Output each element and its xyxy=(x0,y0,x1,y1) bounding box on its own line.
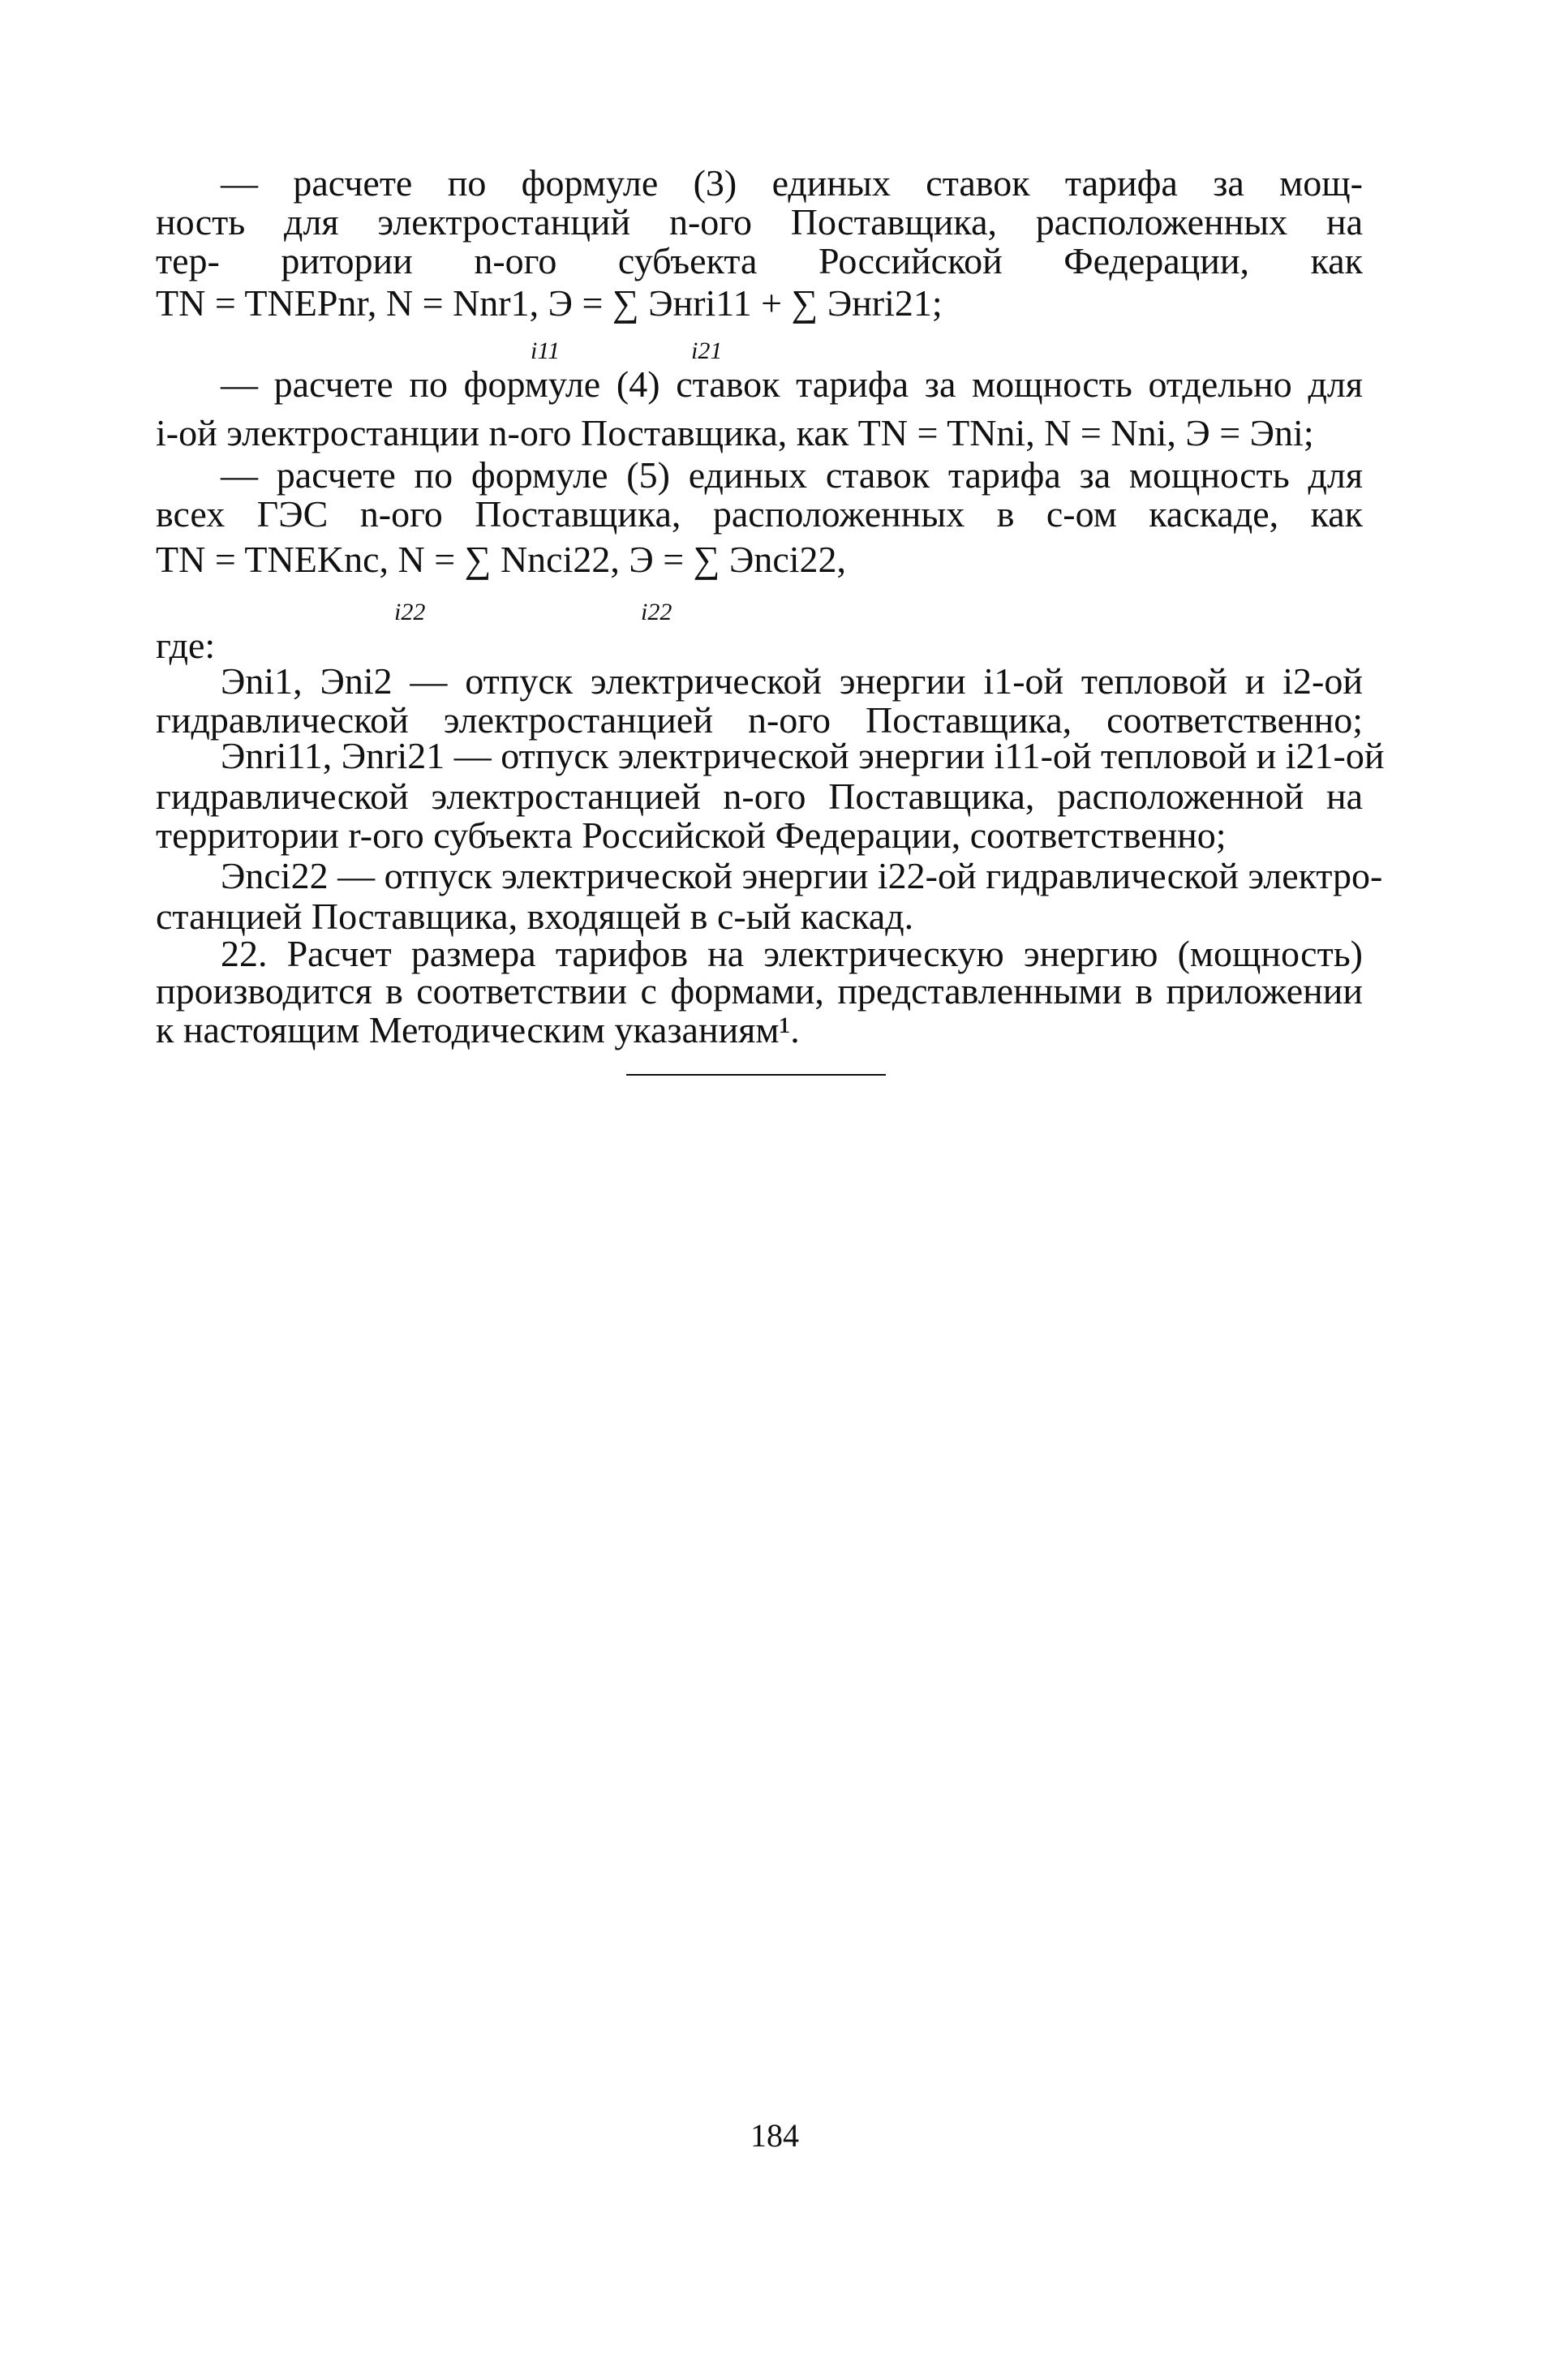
where-label: где: xyxy=(156,625,216,666)
sum-limit: i22 xyxy=(394,599,426,625)
definition-line: гидравлической электростанцией n-ого Поставщика, соответственно; xyxy=(156,699,1363,741)
sum-limit: i21 xyxy=(691,337,723,364)
paragraph-line: — расчете по формуле (3) единых ставок тарифа за мощ- xyxy=(221,162,1363,204)
paragraph-line: — расчете по формуле (5) единых ставок тарифа за мощность для xyxy=(221,454,1363,496)
definition-line: станцией Поставщика, входящей в с-ый каскад. xyxy=(156,896,914,937)
paragraph-line: i-ой электростанции n-ого Поставщика, как TN = TNni, N = Nni, Э = Эni; xyxy=(156,412,1314,453)
definition-line: Эnri11, Эnri21 — отпуск электрической энергии i11-ой тепловой и i21-ой xyxy=(221,735,1385,776)
paragraph-line: 22. Расчет размера тарифов на электрическую энергию (мощность) xyxy=(221,933,1363,974)
formula-3: TN = TNEPnr, N = Nnr1, Э = ∑ Энri11 + ∑ Энri21; xyxy=(156,282,943,324)
paragraph-line: всех ГЭС n-ого Поставщика, расположенных в с-ом каскаде, как xyxy=(156,493,1363,535)
paragraph-line: тер- ритории n-ого субъекта Российской Федерации, как xyxy=(156,240,1363,281)
definition-line: Эnci22 — отпуск электрической энергии i22-ой гидравлической электро- xyxy=(221,855,1383,896)
footnote-separator xyxy=(626,1074,886,1076)
paragraph-line: ность для электростанций n-ого Поставщика, расположенных на xyxy=(156,201,1363,243)
definition-line: территории r-ого субъекта Российской Федерации, соответственно; xyxy=(156,814,1227,856)
paragraph-line: к настоящим Методическим указаниям¹. xyxy=(156,1009,800,1050)
paragraph-line: — расчете по формуле (4) ставок тарифа за мощность отдельно для xyxy=(221,363,1363,405)
formula-5: TN = TNEKnc, N = ∑ Nnci22, Э = ∑ Эnci22, xyxy=(156,539,847,580)
definition-line: гидравлической электростанцией n-ого Поставщика, расположенной на xyxy=(156,775,1363,817)
sum-limit: i11 xyxy=(531,337,561,364)
paragraph-line: производится в соответствии с формами, представленными в приложении xyxy=(156,970,1363,1012)
sum-limit: i22 xyxy=(641,599,672,625)
definition-line: Эni1, Эni2 — отпуск электрической энергии i1-ой тепловой и i2-ой xyxy=(221,660,1363,702)
page-number: 184 xyxy=(750,2117,799,2154)
